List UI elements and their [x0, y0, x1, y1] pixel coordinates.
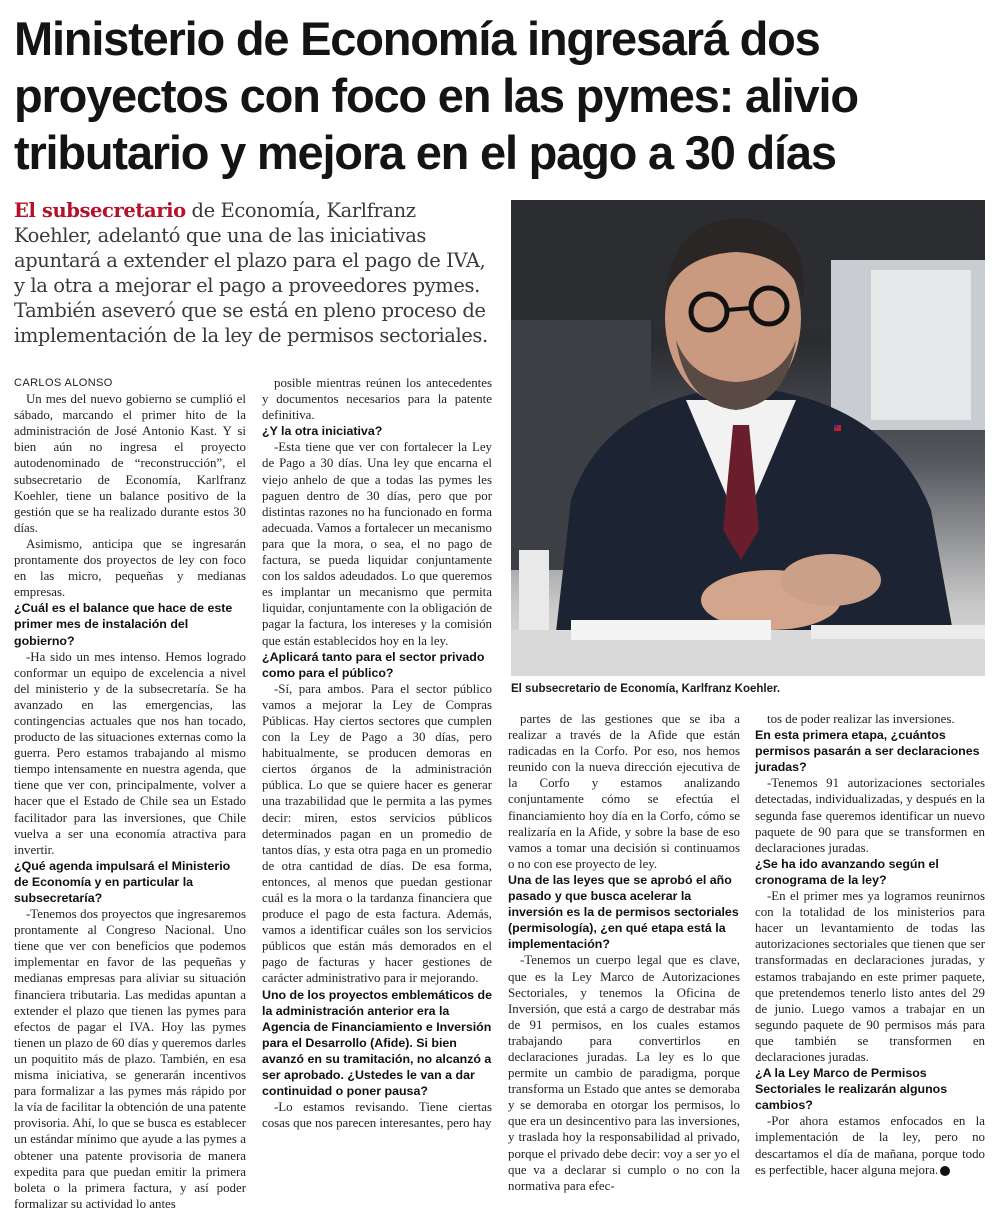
interview-question: ¿Se ha ido avanzando según el cronograma de la ley?: [755, 856, 939, 887]
article-column-1: [14, 375, 246, 1212]
interview-question: ¿Aplicará tanto para el sector privado como para el público?: [262, 649, 485, 680]
body-paragraph: -Por ahora estamos enfocados en la implementación de la ley, pero no descartamos el día de mañana, porque todo es perfectible, hacer alguna mejora.: [755, 1114, 985, 1177]
byline: CARLOS ALONSO: [14, 377, 113, 389]
body-paragraph: -Esta tiene que ver con fortalecer la Ley de Pago a 30 días. Una ley que encarna el viejo anhelo de que a todas las pymes les paguen dentro de 30 días, pero que por distintas razones no ha funcionado en forma adecuada. Vamos a fortalecer un mecanismo para que la mora, o sea, el no pago de factura, se pueda liquidar conjuntamente con los saldos adeudados. Lo que queremos es implantar un mecanismo que permita liquidar, conjuntamente con la obligación de pagar la factura, los intereses y la comisión que están establecidos hoy en la ley.: [262, 440, 492, 648]
body-paragraph: posible mientras reúnen los antecedentes y documentos necesarios para la patente definitiva.: [262, 376, 492, 423]
body-paragraph: -Sí, para ambos. Para el sector público vamos a mejorar la Ley de Compras Públicas. Hay ciertos sectores que cumplen con la Ley de Pago a 30 días, pero habitualmente, se producen demoras en ciertos órganos de la administración pública. Lo que se quiere hacer es generar una trazabilidad que le permita a las pymes decir: miren, estos servicios públicos determinados pagan en un promedio de tantos días, y esta otra paga en un promedio de otra cantidad de días. De esa forma, entonces, al menos que puedan gestionar cuál es la mora o la tardanza financiera que produce el pago de esta factura. Además, vamos a identificar cuáles son los servicios públicos que están más demorados en el pago de facturas y hacer gestiones de carácter administrativo para ir mejorando.: [262, 681, 492, 986]
interview-question: En esta primera etapa, ¿cuántos permisos pasarán a ser declaraciones juradas?: [755, 728, 980, 775]
body-paragraph: Asimismo, anticipa que se ingresarán prontamente dos proyectos de ley con foco en las micro, pequeñas y medianas empresas.: [14, 536, 246, 600]
body-paragraph: partes de las gestiones que se iba a realizar a través de la Afide que están radicadas en la Corfo. Por eso, nos hemos reunido con la nueva dirección ejecutiva de la Corfo y estamos analizando conjuntamente cómo se efectúa el financiamiento hoy día en la Corfo, cómo se realizaría en la Afide, y sobre la base de eso vamos a tomar una decisión si continuamos o no con ese proyecto de ley.: [508, 712, 740, 871]
body-paragraph: -Ha sido un mes intenso. Hemos logrado conformar un equipo de excelencia a nivel del ministerio y de la subsecretaría. Se ha avanzado en las emergencias, las contingencias actuales que nos han tocado, producto de las situaciones externas como la guerra. Pero estamos trabajando al mismo tiempo intensamente en nuestra agenda, que tiene que ver con, principalmente, volver a hacer que el Estado de Chile sea un Estado facilitador para las inversiones, que Chile vuelva a ser una economía atractiva para invertir.: [14, 649, 246, 857]
body-paragraph: -En el primer mes ya logramos reunirnos con la totalidad de los ministerios para hacer un levantamiento de todas las autorizaciones sectoriales que tienen que ser transformadas en declaraciones juradas, y estamos trabajando en este primer paquete, que pretendemos tenerlo listo antes del 29 de junio. Luego vamos a trabajar en un segundo paquete de 90 permisos más para que también se transformen en declaraciones juradas.: [755, 889, 985, 1064]
article-column-3: [508, 711, 740, 1194]
article-column-2: [262, 375, 492, 1131]
article-column-4: [755, 711, 985, 1178]
body-paragraph: -Tenemos dos proyectos que ingresaremos prontamente al Congreso Nacional. Uno tiene que ver con beneficios que podemos implementar en favor de las pequeñas y medianas empresas para aliviar su situación financiera tributaria. Las medidas apuntan a extender el plazo que tienen las pymes para efectos de pagar el IVA. Hoy las pymes tienen un plazo de 60 días y queremos darles un poquitito más de plazo. También, en esa misma iniciativa, se generarán incentivos para formalizar a las pymes más rápido por la vía de facilitar la obtención de una patente provisoria. Ahí, lo que se busca es establecer un estándar mínimo que ayude a las pymes a obtener una patente provisoria de manera expedita para que puedan emitir la primera boleta o la primera factura, y así poder formalizar su actividad lo antes: [14, 907, 246, 1211]
lead-text: de Economía, Karlfranz Koehler, adelantó que una de las iniciativas apuntará a extender el plazo para el pago de IVA, y la otra a mejorar el pago a proveedores pymes. También aseveró que se está en pleno proceso de implementación de la ley de permisos sectoriales.: [14, 199, 488, 347]
interview-question: ¿A la Ley Marco de Permisos Sectoriales le realizarán algunos cambios?: [755, 1066, 948, 1113]
body-paragraph: -Lo estamos revisando. Tiene ciertas cosas que nos parecen interesantes, pero hay: [262, 1100, 492, 1131]
photo-caption: El subsecretario de Economía, Karlfranz Koehler.: [511, 683, 781, 695]
body-paragraph: Un mes del nuevo gobierno se cumplió el sábado, marcando el primer hito de la administración de José Antonio Kast. Y si bien aún no ingresa el proyecto autodenominado de “reconstrucción”, el subsecretario de Economía, Karlfranz Koehler, tiene un balance positivo de la gestión que se ha realizado durante estos 30 días.: [14, 392, 246, 535]
interview-question: ¿Y la otra iniciativa?: [262, 424, 383, 439]
end-of-article-icon: [940, 1166, 950, 1176]
interview-question: Una de las leyes que se aprobó el año pasado y que busca acelerar la inversión es la de permisos sectoriales (permisología), ¿en qué etapa está la implementación?: [508, 872, 739, 952]
lead-kicker: El subsecretario: [14, 199, 186, 222]
article-headline: Ministerio de Economía ingresará dos proyectos con foco en las pymes: alivio tributario y mejora en el pago a 30 días: [14, 12, 858, 179]
article-lead: [14, 198, 496, 348]
portrait-photo: [511, 200, 985, 676]
body-paragraph: -Tenemos 91 autorizaciones sectoriales detectadas, individualizadas, y después en la segunda fase queremos identificar un nuevo paquete de 90 para que se transformen en declaraciones juradas.: [755, 776, 985, 855]
interview-question: ¿Cuál es el balance que hace de este primer mes de instalación del gobierno?: [14, 601, 233, 648]
portrait-illustration: [511, 200, 985, 676]
body-paragraph: tos de poder realizar las inversiones.: [767, 712, 955, 726]
interview-question: ¿Qué agenda impulsará el Ministerio de Economía y en particular la subsecretaría?: [14, 858, 231, 905]
interview-question: Uno de los proyectos emblemáticos de la administración anterior era la Agencia de Financiamiento e Inversión para el Desarrollo (Afide). Si bien avanzó en su tramitación, no alcanzó a ser aprobado. ¿Ustedes le van a dar continuidad o poner pausa?: [262, 987, 492, 1099]
body-paragraph: -Tenemos un cuerpo legal que es clave, que es la Ley Marco de Autorizaciones Sectoriales, y tenemos la Oficina de Inversión, que está a cargo de destrabar más de 91 permisos, en los cuales estamos trabajando para convertirlos en declaraciones juradas. La ley es lo que permite un cambio de paradigma, porque transforma un Estado que antes se demoraba y se demoraba en otorgar los permisos, lo que era un desincentivo para las inversiones, y traslada hoy la responsabilidad al privado, porque el privado debe decir: voy a ser yo el que va a declarar si cumplo o no con la normativa para efec-: [508, 953, 740, 1193]
